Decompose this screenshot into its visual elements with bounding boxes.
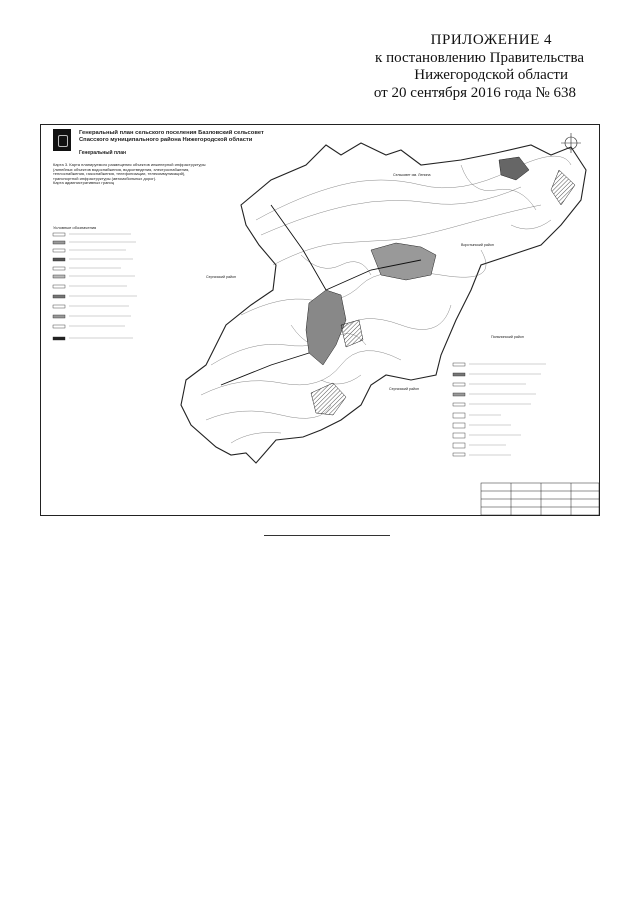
map-subtitle: Генеральный план	[79, 150, 126, 156]
district-label: Воротынский район	[461, 243, 494, 247]
district-label: Сергачский район	[206, 275, 236, 279]
hatched-zones	[311, 170, 575, 415]
decree-date: от 20 сентября 2016 года № 638	[373, 85, 576, 101]
region-name: Нижегородской области	[414, 67, 568, 83]
district-label: Сельсовет им. Ленина	[393, 173, 431, 177]
map-legend	[53, 233, 137, 340]
card-line-3: теплоснабжения, газоснабжения, телефонизации, телекоммуникаций),	[53, 171, 186, 177]
contour-lines	[201, 156, 571, 443]
title-block	[481, 483, 599, 515]
map-card-description	[53, 163, 206, 186]
appendix-title: ПРИЛОЖЕНИЕ 4	[430, 32, 552, 48]
card-line-1: Карта 3. Карта планируемого размещения объектов инженерной инфраструктуры	[53, 162, 206, 167]
card-line-2: (линейных объектов водоснабжения, водоотведения, электроснабжения,	[53, 166, 190, 172]
map-title-line-1: Генеральный план сельского поселения Базловский сельсовет	[79, 130, 264, 136]
map-legend-right	[453, 363, 546, 456]
general-plan-map	[40, 124, 600, 516]
legend-title: Условные обозначения	[53, 225, 97, 230]
settlement-boundary	[181, 143, 586, 463]
divider-line	[264, 535, 390, 536]
map-title	[79, 130, 264, 143]
map-title-line-2: Спасского муниципального района Нижегородской области	[79, 136, 253, 143]
card-line-4: транспортной инфраструктуры (автомобильных дорог).	[53, 175, 157, 181]
district-label: Сергачский район	[389, 387, 419, 391]
coat-of-arms-icon	[53, 129, 71, 151]
card-line-5: Карта административных границ	[53, 180, 115, 186]
decree-reference: к постановлению Правительства	[375, 50, 584, 66]
district-label: Пильнинский район	[491, 335, 524, 339]
